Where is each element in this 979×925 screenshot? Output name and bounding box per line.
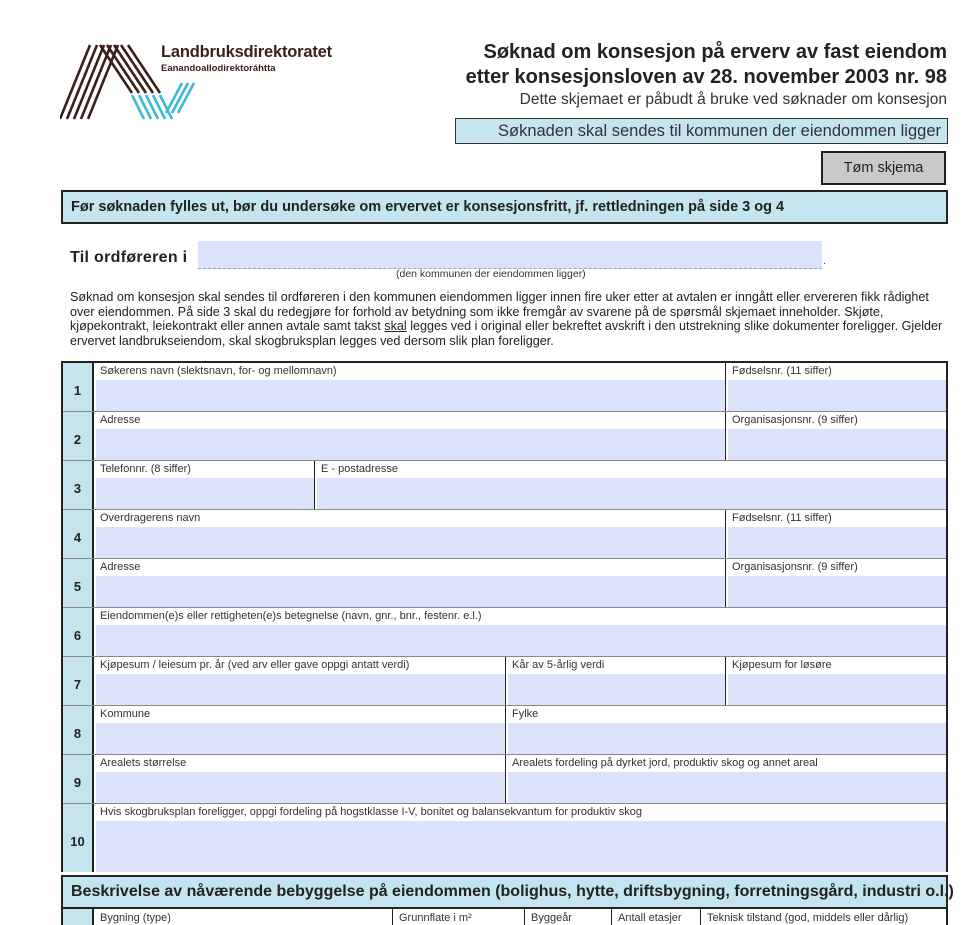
purchase-price-cell [94, 657, 506, 705]
field-label: Eiendommen(e)s eller rettigheten(e)s betegnelse (navn, gnr., bnr., festenr. e.l.) [94, 608, 946, 625]
row-number-spacer [63, 909, 94, 925]
field-label: Kjøpesum for løsøre [726, 657, 946, 674]
send-notice: Søknaden skal sendes til kommunen der eiendommen ligger [455, 118, 948, 144]
field-label: Hvis skogbruksplan foreligger, oppgi fordeling på hogstklasse I-V, bonitet og balansekvantum for produktiv skog [94, 804, 946, 821]
document-title-block [466, 40, 947, 110]
intro-text-1: Søknad om konsesjon skal sendes til ordføreren i den kommunen eiendommen ligger innen fire uker etter at avtalen er inngått eller ervereren fikk rådighet over eiendommen. På side 3 skal du redegjøre for forhold av betydning som ikke fremgår av svarene på de spørsmål skjemaet inneholder. Skjøte, kjøpekontrakt, leiekontrakt eller annen avtale samt takst [70, 290, 929, 334]
purchase-price-input[interactable] [96, 674, 505, 705]
transferor-orgnr-cell [726, 559, 946, 607]
column-header: Antall etasjer [612, 909, 701, 925]
form-row-1 [63, 363, 946, 412]
form-row-10 [63, 804, 946, 872]
area-size-input[interactable] [96, 772, 505, 803]
field-label: E - postadresse [315, 461, 946, 478]
email-input[interactable] [317, 478, 946, 509]
field-label: Arealets fordeling på dyrket jord, produktiv skog og annet areal [506, 755, 946, 772]
municipality-field-input[interactable] [96, 723, 505, 754]
row-number: 2 [63, 412, 94, 460]
intro-underlined: skal [384, 319, 407, 334]
row-number: 7 [63, 657, 94, 705]
transferor-name-cell [94, 510, 726, 558]
row-number: 9 [63, 755, 94, 803]
landbruksdirektoratet-logo [60, 43, 360, 123]
intro-text-2: legges ved i original eller bekreftet avskrift i den utstrekning slike dokumenter foreligger. Gjelder ervervet landbrukseiendom, skal skogbruksplan legges ved dersom slik plan foreligger. [70, 319, 943, 349]
applicant-orgnr-input[interactable] [728, 429, 946, 460]
applicant-form-table [61, 361, 948, 872]
field-label: Kjøpesum / leiesum pr. år (ved arv eller gave oppgi antatt verdi) [94, 657, 505, 674]
column-header: Byggeår [525, 909, 612, 925]
field-label: Arealets størrelse [94, 755, 505, 772]
row-number: 1 [63, 363, 94, 411]
email-cell [315, 461, 946, 509]
row-number: 8 [63, 706, 94, 754]
buildings-table-header [61, 909, 948, 925]
applicant-orgnr-cell [726, 412, 946, 460]
applicant-name-cell [94, 363, 726, 411]
form-row-5 [63, 559, 946, 608]
transferor-name-input[interactable] [96, 527, 725, 558]
field-label: Organisasjonsnr. (9 siffer) [726, 559, 946, 576]
transferor-birthnr-input[interactable] [728, 527, 946, 558]
form-row-9 [63, 755, 946, 804]
clear-form-button[interactable]: Tøm skjema [821, 151, 946, 185]
area-distribution-cell [506, 755, 946, 803]
row-number: 5 [63, 559, 94, 607]
chattel-price-input[interactable] [728, 674, 946, 705]
column-header: Teknisk tilstand (god, middels eller dårlig) [707, 912, 909, 924]
chattel-price-cell [726, 657, 946, 705]
forest-plan-textarea[interactable] [96, 821, 946, 872]
kar-value-input[interactable] [508, 674, 725, 705]
document-subtitle: Dette skjemaet er påbudt å bruke ved søknader om konsesjon [519, 91, 947, 108]
transferor-address-cell [94, 559, 726, 607]
row-number: 4 [63, 510, 94, 558]
county-input[interactable] [508, 723, 946, 754]
field-label: Søkerens navn (slektsnavn, for- og mellomnavn) [94, 363, 725, 380]
municipality-cell [94, 706, 506, 754]
form-row-7 [63, 657, 946, 706]
row-number: 6 [63, 608, 94, 656]
kar-value-cell [506, 657, 726, 705]
field-label: Fylke [506, 706, 946, 723]
form-row-2 [63, 412, 946, 461]
field-label: Kommune [94, 706, 505, 723]
property-designation-input[interactable] [96, 625, 946, 656]
transferor-birthnr-cell [726, 510, 946, 558]
forest-plan-cell [94, 804, 946, 872]
field-label: Kår av 5-årlig verdi [506, 657, 725, 674]
applicant-address-cell [94, 412, 726, 460]
phone-input[interactable] [96, 478, 314, 509]
buildings-section-title: Beskrivelse av nåværende bebyggelse på eiendommen (bolighus, hytte, driftsbygning, forretningsgård, industri o.l.) [61, 875, 948, 909]
field-label: Fødselsnr. (11 siffer) [726, 363, 946, 380]
logo-subtitle: Eanandoallodirektoráhtta [161, 63, 276, 74]
area-size-cell [94, 755, 506, 803]
info-bar: Før søknaden fylles ut, bør du undersøke om ervervet er konsesjonsfritt, jf. rettledningen på side 3 og 4 [61, 190, 948, 224]
field-label: Adresse [94, 559, 725, 576]
column-header: Bygning (type) [94, 909, 393, 925]
field-label: Overdragerens navn [94, 510, 725, 527]
column-header: Grunnflate i m² [393, 909, 525, 925]
form-row-6 [63, 608, 946, 657]
applicant-birthnr-input[interactable] [728, 380, 946, 411]
county-cell [506, 706, 946, 754]
intro-paragraph [70, 290, 950, 349]
addressee-trailing-dot: . [823, 256, 826, 267]
document-title-line-2: etter konsesjonsloven av 28. november 2003 nr. 98 [465, 66, 947, 88]
logo-title: Landbruksdirektoratet [161, 43, 332, 61]
field-label: Adresse [94, 412, 725, 429]
form-row-8 [63, 706, 946, 755]
applicant-name-input[interactable] [96, 380, 725, 411]
row-number: 3 [63, 461, 94, 509]
applicant-birthnr-cell [726, 363, 946, 411]
property-designation-cell [94, 608, 946, 656]
transferor-orgnr-input[interactable] [728, 576, 946, 607]
row-number: 10 [63, 804, 94, 872]
form-row-4 [63, 510, 946, 559]
municipality-hint: (den kommunen der eiendommen ligger) [396, 268, 586, 280]
phone-cell [94, 461, 315, 509]
municipality-input[interactable] [198, 241, 822, 269]
form-row-3 [63, 461, 946, 510]
field-label: Telefonnr. (8 siffer) [94, 461, 314, 478]
field-label: Fødselsnr. (11 siffer) [726, 510, 946, 527]
document-title-line-1: Søknad om konsesjon på erverv av fast eiendom [483, 41, 947, 63]
transferor-address-input[interactable] [96, 576, 725, 607]
area-distribution-input[interactable] [508, 772, 946, 803]
applicant-address-input[interactable] [96, 429, 725, 460]
field-label: Organisasjonsnr. (9 siffer) [726, 412, 946, 429]
addressee-label: Til ordføreren i [70, 249, 188, 266]
